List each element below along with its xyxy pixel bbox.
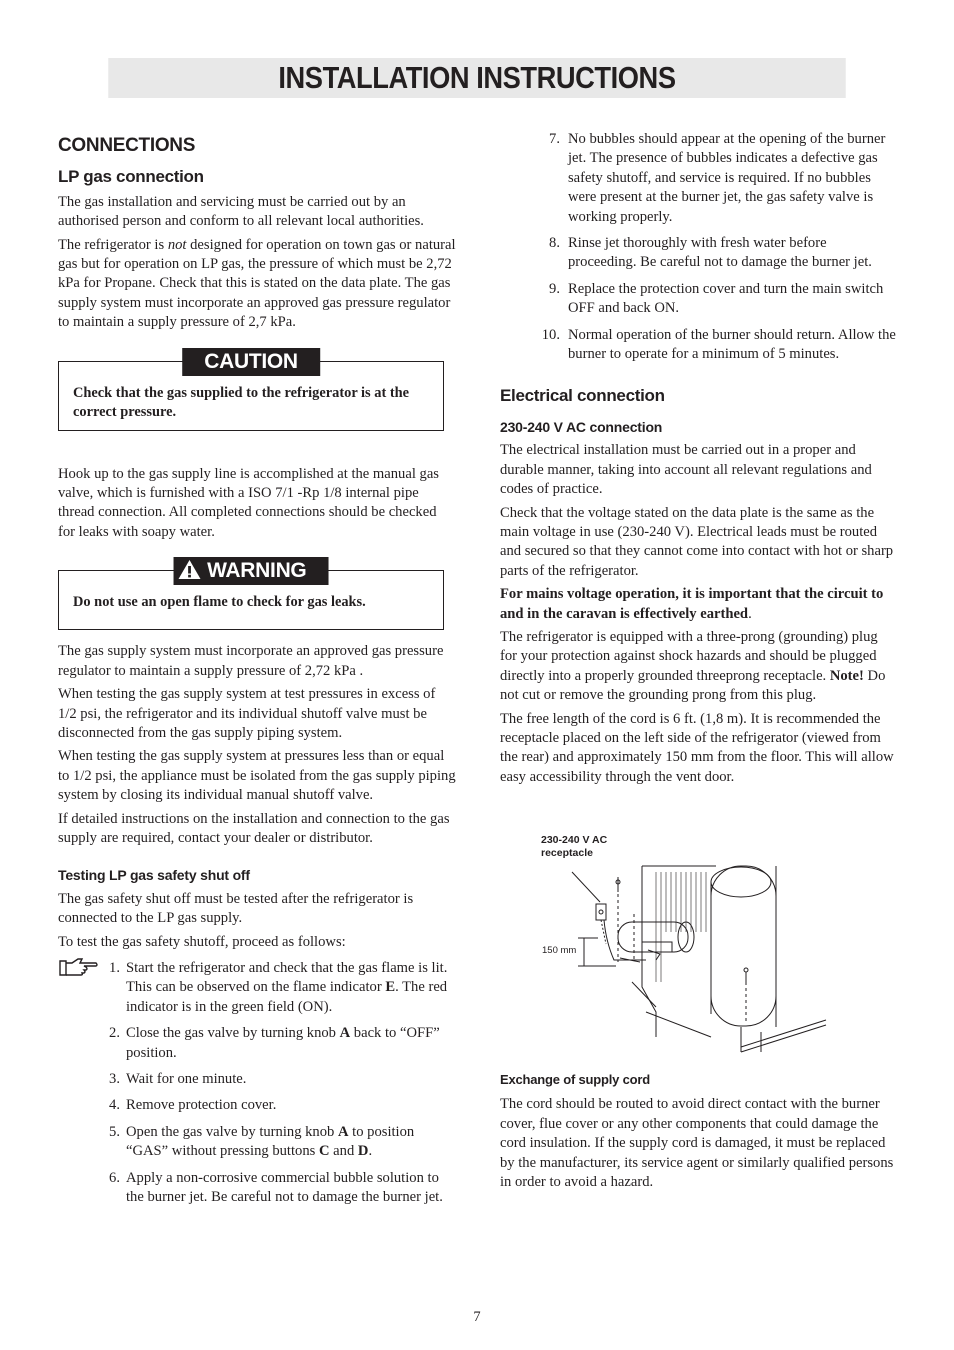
figure-caption: 230-240 V AC receptacle (541, 834, 608, 859)
receptacle-figure (536, 832, 836, 1058)
heading-electrical: Electrical connection (500, 386, 665, 406)
paragraph: To test the gas safety shutoff, proceed as follows: (58, 933, 346, 950)
warning-box (58, 559, 444, 630)
heading-ac-connection: 230-240 V AC connection (500, 418, 663, 435)
paragraph: Check that the voltage stated on the data plate is the same as the main voltage in use (230-240 V). Electrical leads must be routed and secured so that they cannot come into contact with hot or sharp parts of the refrigerator. (500, 504, 894, 579)
section-heading-connections: CONNECTIONS (58, 135, 196, 156)
list-item: 6. Apply a non-corrosive commercial bubble solution to the burner jet. Be careful not to damage the burner jet. (109, 1169, 443, 1206)
exchange-section (500, 1070, 898, 1192)
warning-text: Do not use an open flame to check for gas leaks. (73, 594, 366, 611)
list-item: 8. Rinse jet thoroughly with fresh water before proceeding. Be careful not to damage the burner jet. (549, 235, 872, 271)
paragraph: The free length of the cord is 6 ft. (1,8 m). It is recommended the receptacle placed on the left side of the refrigerator (viewed from the rear) and approximately 150 mm from the floor. This will allow easy accessibility through the vent door. (500, 710, 894, 785)
test-steps-list (58, 959, 456, 1207)
paragraph: The gas safety shut off must be tested after the refrigerator is connected to the LP gas supply. (58, 890, 414, 927)
paragraph: The gas installation and servicing must be carried out by an authorised person and conform to all relevant local authorities. (58, 193, 424, 230)
paragraph: The refrigerator is not designed for operation on town gas or natural gas but for operation on LP gas, the pressure of which must be 2,72 kPa for Propane. Check that this is stated on the data plate. The gas supply system must incorporate an approved gas pressure regulator to maintain a supply pressure of 2,7 kPa. (58, 236, 456, 331)
right-column (500, 130, 898, 791)
list-item: 9. Replace the protection cover and turn the main switch OFF and back ON. (549, 280, 884, 317)
page-title: INSTALLATION INSTRUCTIONS (108, 58, 845, 98)
paragraph: The refrigerator is equipped with a three-prong (grounding) plug for your protection against shock hazards and should be plugged directly into a properly grounded threeprong receptacle. Note! Do not cut or remove the grounding prong from this plug. (500, 628, 886, 704)
list-item: 4. Remove protection cover. (109, 1097, 277, 1114)
paragraph: When testing the gas supply system at test pressures in excess of 1/2 psi, the refrigerator and its individual shutoff valve must be disconnected from the gas supply piping system. (58, 686, 436, 741)
dimension-label: 150 mm (542, 945, 577, 956)
paragraph: If detailed instructions on the installation and connection to the gas supply are required, contact your dealer or distributor. (58, 810, 450, 846)
paragraph: For mains voltage operation, it is important that the circuit to and in the caravan is effectively earthed. (500, 586, 884, 622)
left-column (58, 134, 456, 1214)
caution-label: CAUTION (182, 348, 320, 376)
list-item: 2. Close the gas valve by turning knob A back to “OFF” position. (109, 1025, 440, 1061)
test-steps-list-continued (500, 130, 898, 364)
paragraph: The cord should be routed to avoid direct contact with the burner cover, flue cover or any other components that could damage the cord insulation. If the supply cord is damaged, it must be replaced by the manufacturer, its service agent or similarly qualified persons in order to avoid a hazard. (500, 1096, 894, 1191)
heading-lp-gas: LP gas connection (58, 167, 204, 187)
paragraph: The gas supply system must incorporate an approved gas pressure regulator to maintain a supply pressure of 2,72 kPa . (58, 643, 444, 679)
warning-triangle-icon (178, 559, 202, 580)
refrigerator-rear-illustration (536, 832, 836, 1058)
list-item: 3. Wait for one minute. (109, 1071, 247, 1087)
paragraph: Hook up to the gas supply line is accomplished at the manual gas valve, which is furnished with a ISO 7/1 -Rp 1/8 internal pipe thread connection. All completed connections should be checked for leaks with soapy water. (58, 465, 439, 540)
paragraph: The electrical installation must be carried out in a proper and durable manner, taking into account all relevant regulations and codes of practice. (500, 442, 872, 498)
list-item: 5. Open the gas valve by turning knob A to position “GAS” without pressing buttons C and D. (109, 1123, 415, 1160)
list-item: 7. No bubbles should appear at the opening of the burner jet. The presence of bubbles indicates a defective gas safety shutoff, and service is required. If no bubbles were present at the burner jet, the gas safety valve is working properly. (549, 131, 886, 225)
heading-testing: Testing LP gas safety shut off (58, 867, 250, 884)
caution-text: Check that the gas supplied to the refrigerator is at the correct pressure. (73, 384, 410, 421)
caution-box (58, 349, 444, 431)
list-item: 1. Start the refrigerator and check that the gas flame is lit. This can be observed on the flame indicator E. The red indicator is in the green field (ON). (58, 959, 456, 1017)
heading-exchange-cord: Exchange of supply cord (500, 1072, 650, 1087)
warning-label: WARNING (174, 557, 329, 585)
list-item: 10. Normal operation of the burner should return. Allow the burner to operate for a minimum of 5 minutes. (541, 326, 896, 363)
pointing-hand-icon (58, 957, 98, 979)
paragraph: When testing the gas supply system at pressures less than or equal to 1/2 psi, the appliance must be isolated from the gas supply piping system by closing its individual manual shutoff valve. (58, 748, 456, 804)
page-number: 7 (473, 1309, 481, 1325)
